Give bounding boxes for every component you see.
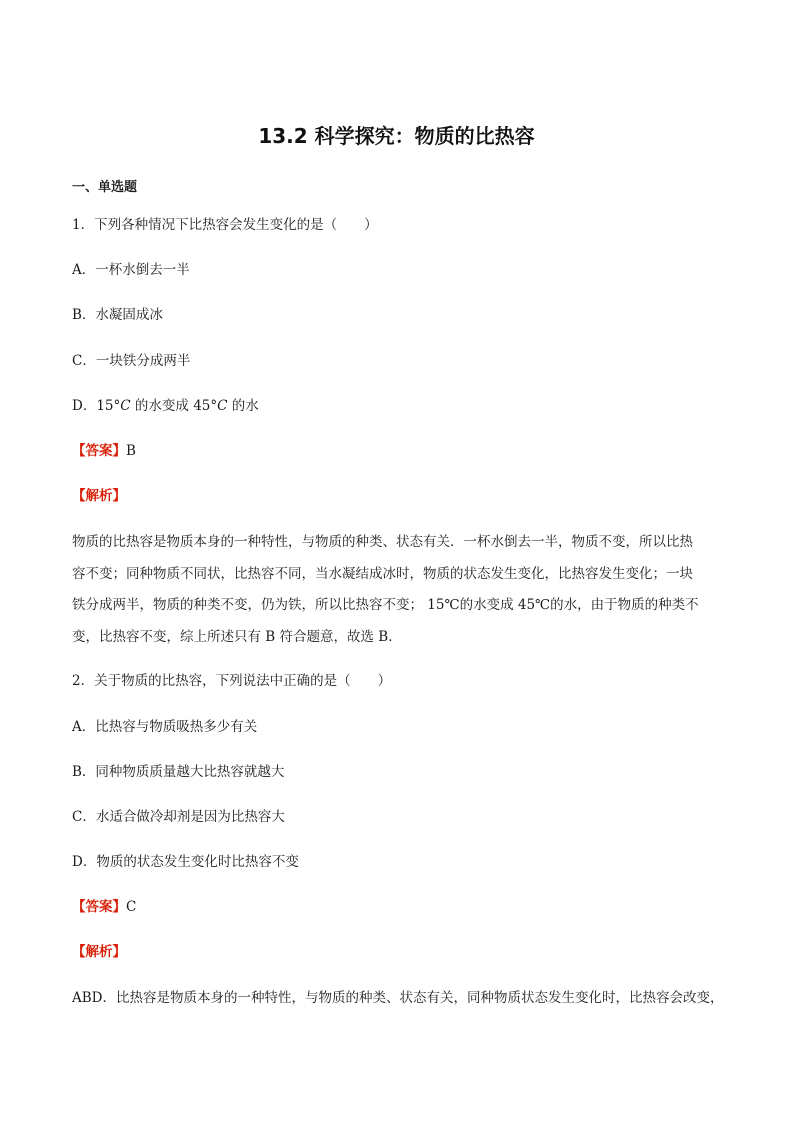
question-1-option-c: C．一块铁分成两半 (72, 353, 191, 369)
analysis-tag: 【解析】 (72, 488, 126, 504)
question-1-option-b: B．水凝固成冰 (72, 307, 163, 323)
question-1-stem: 1．下列各种情况下比热容会发生变化的是（ ） (72, 217, 378, 233)
temp-2: 45° (193, 398, 218, 414)
question-2-option-c: C．水适合做冷却剂是因为比热容大 (72, 809, 285, 825)
question-2-option-d: D．物质的状态发生变化时比热容不变 (72, 854, 299, 870)
question-2-analysis-heading (72, 943, 126, 961)
page-title: 13.2 科学探究：物质的比热容 (258, 124, 535, 148)
analysis-line: 物质的比热容是物质本身的一种特性，与物质的种类、状态有关．一杯水倒去一半，物质不变，所以比热 (72, 534, 693, 550)
temp-1: 15° (96, 398, 121, 414)
question-2-option-a: A．比热容与物质吸热多少有关 (72, 719, 258, 735)
question-1-option-a: A．一杯水倒去一半 (72, 262, 190, 278)
answer-tag: 【答案】 (72, 899, 126, 915)
section-heading: 一、单选题 (72, 180, 138, 195)
answer-value: C (126, 899, 137, 915)
answer-tag: 【答案】 (72, 443, 126, 459)
analysis-line: 容不变；同种物质不同状，比热容不同，当水凝结成冰时，物质的状态发生变化，比热容发生变化；一块 (72, 565, 693, 582)
analysis-line: ABD．比热容是物质本身的一种特性，与物质的种类、状态有关，同种物质状态发生变化时，比热容会改变， (72, 990, 724, 1006)
question-1-analysis-heading (72, 487, 126, 505)
question-1-answer (72, 442, 136, 460)
temp-1-unit: C (120, 398, 131, 414)
answer-value: B (126, 443, 136, 459)
analysis-line: 铁分成两半，物质的种类不变，仍为铁，所以比热容不变； 15℃的水变成 45℃的水，由于物质的种类不 (72, 597, 699, 613)
option-d-suffix: 的水 (227, 398, 259, 414)
question-2-option-b: B．同种物质质量越大比热容就越大 (72, 764, 285, 780)
question-2-answer (72, 898, 136, 916)
question-2-stem: 2．关于物质的比热容，下列说法中正确的是（ ） (72, 673, 392, 689)
option-d-prefix: D． (72, 398, 97, 414)
option-d-mid: 的水变成 (130, 398, 194, 414)
temp-2-unit: C (217, 398, 228, 414)
analysis-tag: 【解析】 (72, 944, 126, 960)
question-2-analysis (72, 983, 724, 1015)
analysis-line: 变，比热容不变，综上所述只有 B 符合题意，故选 B． (72, 628, 402, 645)
question-1-option-d (72, 397, 259, 415)
question-1-analysis (72, 527, 724, 653)
